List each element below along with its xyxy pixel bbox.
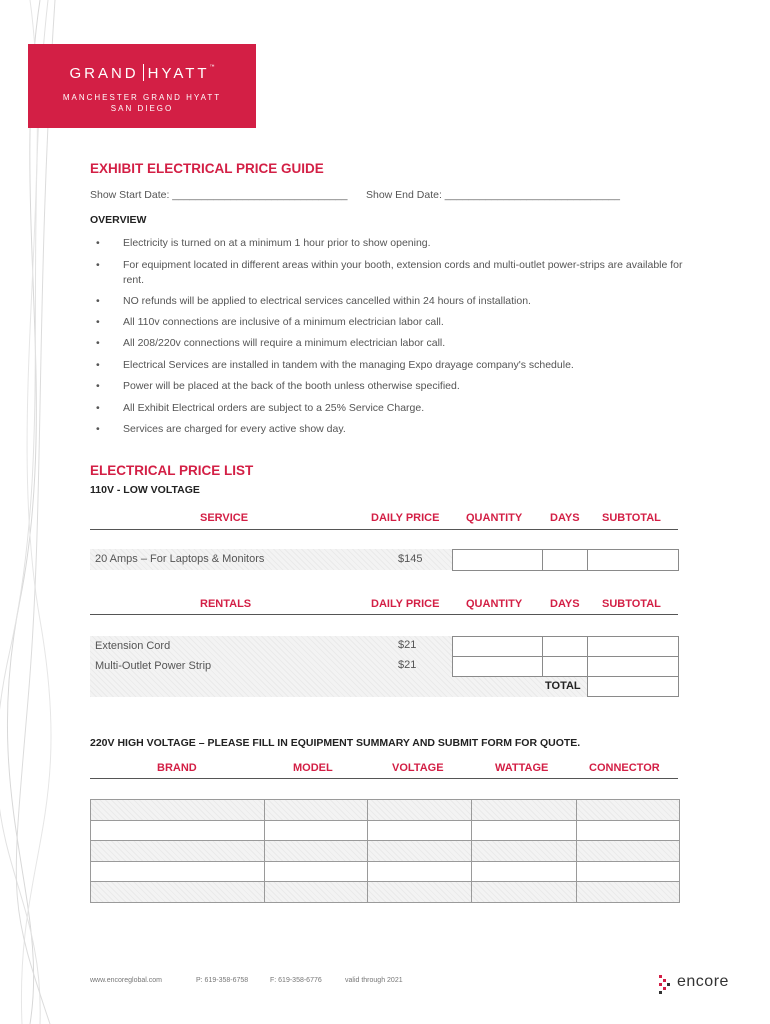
rental-quantity-input[interactable] <box>452 656 543 677</box>
rental-name: Extension Cord <box>95 640 171 652</box>
model-column-header: MODEL <box>293 762 333 774</box>
bullet-icon: • <box>96 359 100 371</box>
overview-item: Power will be placed at the back of the booth unless otherwise specified. <box>123 380 460 392</box>
divider <box>90 778 678 779</box>
equipment-model-input[interactable] <box>264 820 368 842</box>
footer-phone: P: 619-358-6758 <box>196 977 249 984</box>
footer-fax: F: 619-358-6776 <box>270 977 322 984</box>
quantity-column-header: QUANTITY <box>466 512 523 524</box>
high-voltage-heading: 220V HIGH VOLTAGE – PLEASE FILL IN EQUIPMENT SUMMARY AND SUBMIT FORM FOR QUOTE. <box>90 737 581 749</box>
equipment-model-input[interactable] <box>264 840 368 862</box>
bullet-icon: • <box>96 316 100 328</box>
equipment-brand-input[interactable] <box>90 820 265 842</box>
wattage-column-header: WATTAGE <box>495 762 549 774</box>
voltage-column-header: VOLTAGE <box>392 762 444 774</box>
encore-mark-icon <box>657 973 677 995</box>
overview-item: All 110v connections are inclusive of a minimum electrician labor call. <box>123 316 444 328</box>
overview-item: All Exhibit Electrical orders are subject to a 25% Service Charge. <box>123 402 425 414</box>
overview-item: Services are charged for every active show day. <box>123 423 346 435</box>
equipment-voltage-input[interactable] <box>367 820 472 842</box>
bullet-icon: • <box>96 337 100 349</box>
equipment-summary-grid <box>90 799 679 902</box>
quantity-column-header: QUANTITY <box>466 598 523 610</box>
rental-days-input[interactable] <box>542 656 588 677</box>
equipment-brand-input[interactable] <box>90 881 265 903</box>
grand-hyatt-logo <box>28 44 256 128</box>
equipment-voltage-input[interactable] <box>367 799 472 821</box>
rental-name: Multi-Outlet Power Strip <box>95 660 212 672</box>
decorative-curves <box>0 0 60 1024</box>
rental-subtotal-input[interactable] <box>587 656 679 677</box>
service-quantity-input[interactable] <box>452 549 543 571</box>
equipment-wattage-input[interactable] <box>471 799 577 821</box>
rental-quantity-input[interactable] <box>452 636 543 657</box>
bullet-icon: • <box>96 237 100 249</box>
overview-heading: OVERVIEW <box>90 214 147 226</box>
service-days-input[interactable] <box>542 549 588 571</box>
price-list-heading: ELECTRICAL PRICE LIST <box>90 463 254 478</box>
equipment-voltage-input[interactable] <box>367 881 472 903</box>
service-price: $145 <box>398 553 423 565</box>
low-voltage-heading: 110V - LOW VOLTAGE <box>90 484 200 496</box>
equipment-wattage-input[interactable] <box>471 881 577 903</box>
footer-validity: valid through 2021 <box>345 977 403 984</box>
connector-column-header: CONNECTOR <box>589 762 660 774</box>
subtotal-column-header: SUBTOTAL <box>602 598 661 610</box>
overview-item: All 208/220v connections will require a minimum electrician labor call. <box>123 337 446 349</box>
equipment-wattage-input[interactable] <box>471 861 577 883</box>
equipment-connector-input[interactable] <box>576 799 680 821</box>
rentals-column-header: RENTALS <box>200 598 252 610</box>
service-name: 20 Amps – For Laptops & Monitors <box>95 553 265 565</box>
equipment-connector-input[interactable] <box>576 840 680 862</box>
equipment-wattage-input[interactable] <box>471 840 577 862</box>
bullet-icon: • <box>96 259 100 271</box>
total-label: TOTAL <box>545 680 581 692</box>
logo-word-hyatt: HYATT <box>147 65 210 82</box>
equipment-model-input[interactable] <box>264 799 368 821</box>
rental-price: $21 <box>398 659 417 671</box>
days-column-header: DAYS <box>550 512 580 524</box>
daily-price-column-header: DAILY PRICE <box>371 598 440 610</box>
service-column-header: SERVICE <box>200 512 249 524</box>
logo-line-1: MANCHESTER GRAND HYATT <box>62 93 222 102</box>
rental-days-input[interactable] <box>542 636 588 657</box>
show-end-date-field[interactable]: Show End Date: ______________________________ <box>366 189 620 201</box>
daily-price-column-header: DAILY PRICE <box>371 512 440 524</box>
encore-wordmark: encore <box>677 973 729 990</box>
page-title: EXHIBIT ELECTRICAL PRICE GUIDE <box>90 161 324 176</box>
service-subtotal-input[interactable] <box>587 549 679 571</box>
rental-price: $21 <box>398 639 417 651</box>
logo-trademark: ™ <box>209 64 215 70</box>
encore-logo <box>657 971 737 997</box>
logo-word-grand: GRAND <box>69 65 139 82</box>
footer-website[interactable]: www.encoreglobal.com <box>90 977 162 984</box>
bullet-icon: • <box>96 402 100 414</box>
equipment-connector-input[interactable] <box>576 820 680 842</box>
subtotal-column-header: SUBTOTAL <box>602 512 661 524</box>
overview-item: For equipment located in different areas within your booth, extension cords and multi-outlet power-strips are available for rent. <box>123 259 683 286</box>
bullet-icon: • <box>96 380 100 392</box>
divider <box>90 529 678 530</box>
equipment-brand-input[interactable] <box>90 799 265 821</box>
equipment-brand-input[interactable] <box>90 840 265 862</box>
divider <box>90 614 678 615</box>
bullet-icon: • <box>96 295 100 307</box>
equipment-wattage-input[interactable] <box>471 820 577 842</box>
equipment-model-input[interactable] <box>264 881 368 903</box>
brand-column-header: BRAND <box>157 762 197 774</box>
rental-subtotal-input[interactable] <box>587 636 679 657</box>
overview-item: Electrical Services are installed in tandem with the managing Expo drayage company's schedule. <box>123 359 574 371</box>
total-input[interactable] <box>587 676 679 697</box>
logo-line-2: SAN DIEGO <box>110 104 174 113</box>
equipment-model-input[interactable] <box>264 861 368 883</box>
equipment-voltage-input[interactable] <box>367 861 472 883</box>
bullet-icon: • <box>96 423 100 435</box>
days-column-header: DAYS <box>550 598 580 610</box>
overview-item: NO refunds will be applied to electrical services cancelled within 24 hours of installation. <box>123 295 531 307</box>
equipment-brand-input[interactable] <box>90 861 265 883</box>
overview-item: Electricity is turned on at a minimum 1 hour prior to show opening. <box>123 237 431 249</box>
show-start-date-field[interactable]: Show Start Date: ______________________________ <box>90 189 348 201</box>
equipment-voltage-input[interactable] <box>367 840 472 862</box>
equipment-connector-input[interactable] <box>576 861 680 883</box>
equipment-connector-input[interactable] <box>576 881 680 903</box>
